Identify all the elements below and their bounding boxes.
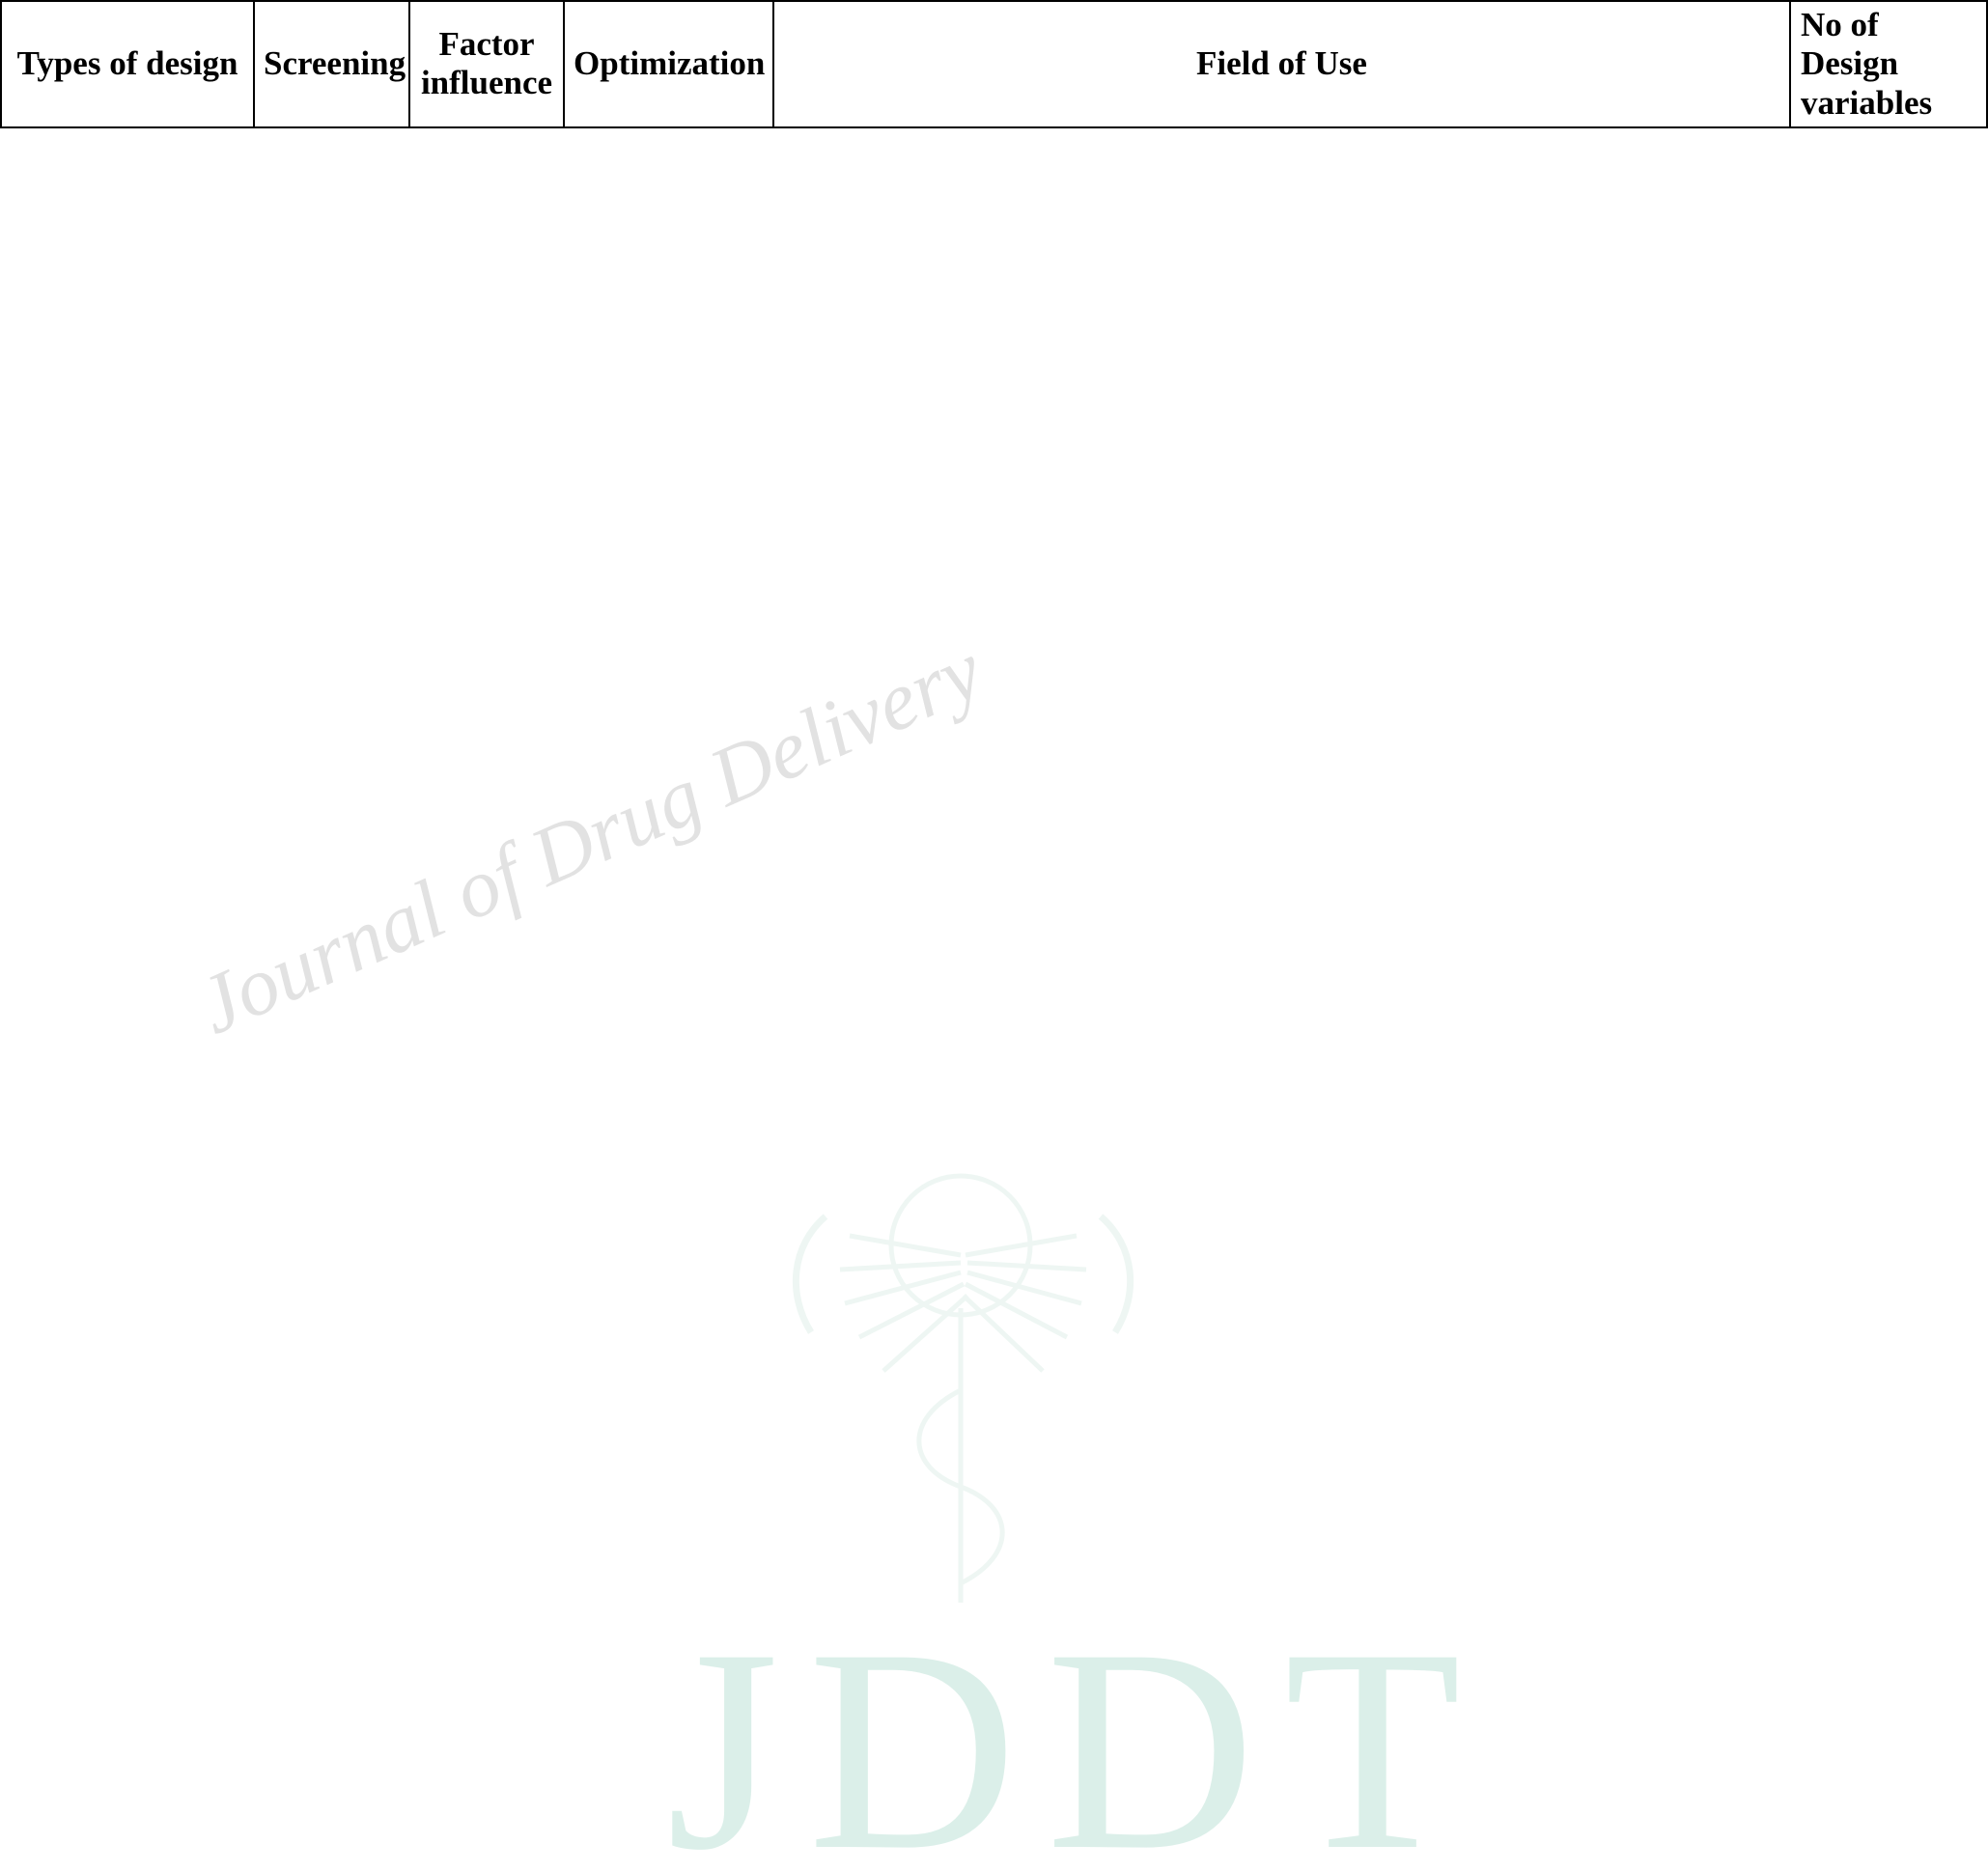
watermark-logo-text: JDDT [666, 1589, 1491, 1872]
header-row [1, 1, 1987, 127]
journal-emblem-icon [734, 1101, 1188, 1641]
column-header-optimization: Optimization [564, 1, 773, 127]
column-header-types-of-design: Types of design [1, 1, 254, 127]
column-header-field-of-use: Field of Use [773, 1, 1790, 127]
watermark-journal-text: Journal of Drug Delivery [183, 623, 995, 1052]
design-types-table [0, 0, 1988, 128]
column-header-factor-influence: Factor influence [409, 1, 564, 127]
column-header-screening: Screening [254, 1, 409, 127]
table-header [1, 1, 1987, 127]
column-header-no-of-design-variables: No of Design variables [1790, 1, 1987, 127]
